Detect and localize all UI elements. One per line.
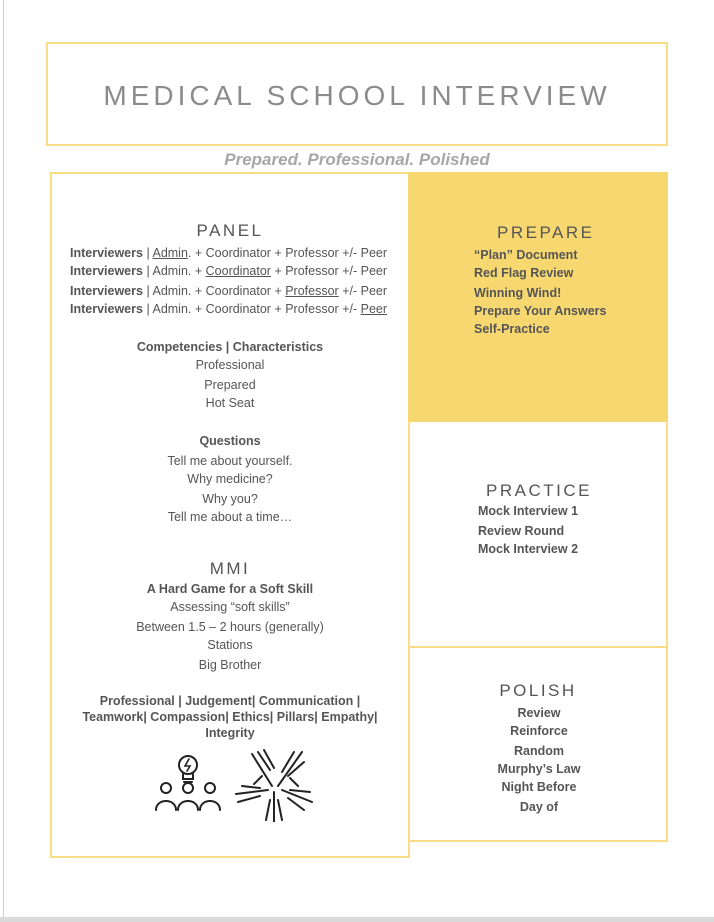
question-item: Why you? (202, 492, 258, 506)
mmi-traits-line-1: Professional | Judgement| Communication | (99, 694, 361, 708)
page-edge (3, 0, 4, 922)
mmi-traits-line-3: Integrity (205, 726, 255, 740)
question-item: Why medicine? (187, 472, 273, 486)
mmi-line: Assessing “soft skills” (170, 600, 290, 614)
mmi-line: Between 1.5 – 2 hours (generally) (136, 620, 324, 634)
polish-item: Night Before (501, 780, 577, 794)
prepare-item: Self-Practice (474, 322, 550, 336)
question-item: Tell me about a time… (167, 510, 293, 524)
competencies-heading: Competencies | Characteristics (136, 340, 324, 354)
panel-line-1: Interviewers | Admin. + Coordinator + Professor +/- Peer (70, 246, 388, 260)
prepare-heading: PREPARE (497, 223, 595, 242)
polish-item: Day of (519, 800, 559, 814)
question-item: Tell me about yourself. (167, 454, 293, 468)
team-idea-icon (156, 756, 220, 810)
polish-heading: POLISH (499, 681, 577, 700)
practice-heading: PRACTICE (486, 481, 592, 500)
polish-item: Reinforce (510, 724, 568, 738)
icons-row (154, 748, 316, 827)
competency-item: Professional (195, 358, 265, 372)
competency-item: Prepared (204, 378, 256, 392)
prepare-item: Winning Wind! (474, 286, 562, 300)
mmi-heading: MMI (209, 559, 251, 578)
panel-line-2: Interviewers | Admin. + Coordinator + Professor +/- Peer (70, 264, 388, 278)
tagline: Prepared. Professional. Polished (224, 150, 490, 169)
polish-item: Review (517, 706, 561, 720)
hands-together-icon (236, 750, 312, 822)
role-professor: Professor (285, 284, 339, 298)
mmi-traits-line-2: Teamwork| Compassion| Ethics| Pillars| Empathy| (82, 710, 378, 724)
polish-item: Random (514, 744, 564, 758)
mmi-subheading: A Hard Game for a Soft Skill (146, 582, 314, 596)
role-coordinator: Coordinator (205, 264, 271, 278)
prepare-item: Prepare Your Answers (474, 304, 607, 318)
page-title: MEDICAL SCHOOL INTERVIEW (103, 80, 611, 111)
title-box (46, 42, 668, 146)
role-admin: Admin (152, 246, 188, 260)
panel-line-3: Interviewers | Admin. + Coordinator + Professor +/- Peer (70, 284, 388, 298)
practice-item: Mock Interview 1 (478, 504, 579, 518)
interviewer-label: Interviewers (70, 246, 143, 260)
mmi-line: Stations (207, 638, 253, 652)
practice-item: Review Round (478, 524, 565, 538)
illustrations (154, 748, 316, 822)
page-bottom-edge (0, 917, 714, 922)
prepare-item: Red Flag Review (474, 266, 574, 280)
polish-item: Murphy’s Law (497, 762, 581, 776)
competency-item: Hot Seat (205, 396, 255, 410)
mmi-line: Big Brother (198, 658, 262, 672)
prepare-item: “Plan” Document (474, 248, 578, 262)
panel-line-4: Interviewers | Admin. + Coordinator + Professor +/- Peer (70, 302, 388, 316)
role-peer: Peer (360, 302, 388, 316)
questions-heading: Questions (199, 434, 261, 448)
panel-heading: PANEL (196, 221, 264, 240)
practice-item: Mock Interview 2 (478, 542, 579, 556)
